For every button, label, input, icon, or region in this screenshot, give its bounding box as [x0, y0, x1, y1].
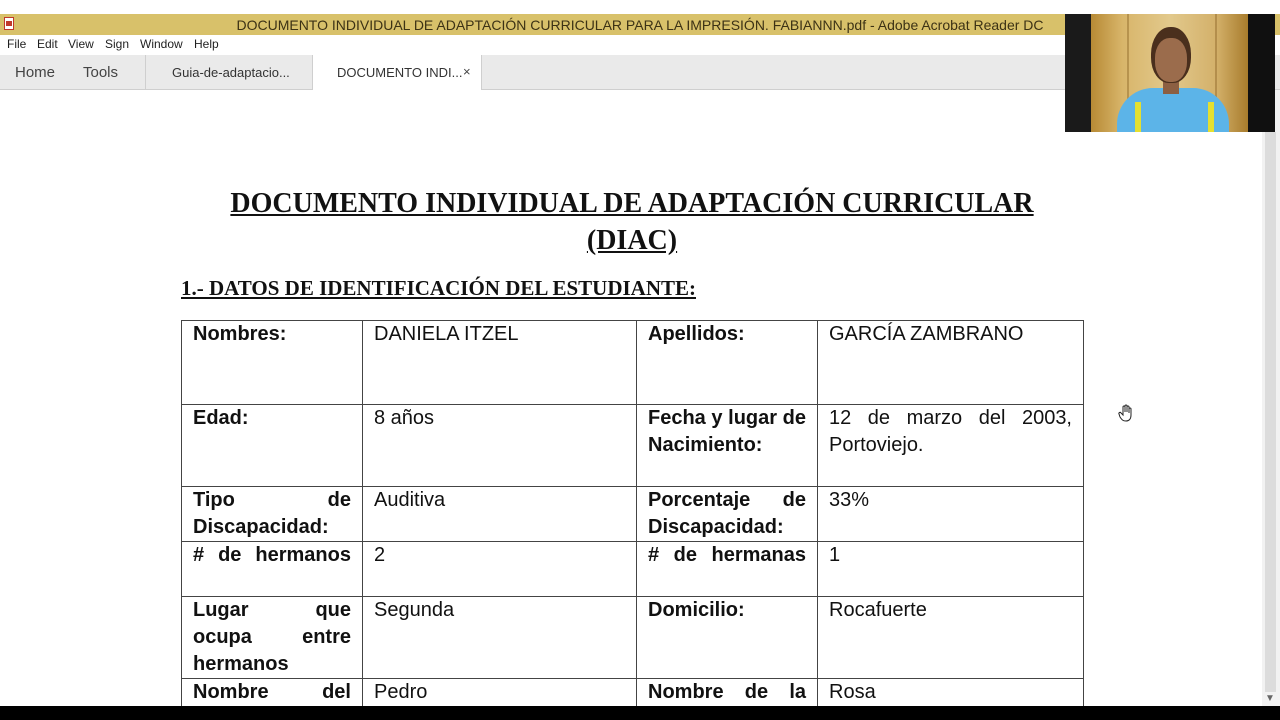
table-value-cell: Auditiva — [363, 487, 637, 542]
webcam-shirt-stripe — [1208, 102, 1214, 132]
scroll-down-arrow-icon[interactable]: ▼ — [1265, 693, 1275, 704]
document-title-line2: (DIAC) — [586, 225, 678, 256]
table-value-cell: GARCÍA ZAMBRANO — [818, 321, 1084, 405]
tab-label: Guia-de-adaptacio... — [172, 65, 290, 80]
webcam-overlay — [1065, 14, 1275, 132]
table-label-cell: # de hermanos — [182, 542, 363, 597]
document-title-line1: DOCUMENTO INDIVIDUAL DE ADAPTACIÓN CURRICULAR — [230, 188, 1034, 219]
table-row — [182, 542, 1084, 597]
table-label-cell: Domicilio: — [637, 597, 818, 679]
document-viewport[interactable] — [0, 90, 1262, 706]
window-title: DOCUMENTO INDIVIDUAL DE ADAPTACIÓN CURRICULAR PARA LA IMPRESIÓN. FABIANNN.pdf - Adobe Acrobat Reader DC — [236, 17, 1044, 33]
webcam-shirt-stripe — [1135, 102, 1141, 132]
menu-window[interactable]: Window — [140, 37, 183, 51]
table-label-cell: Nombre del — [182, 679, 363, 707]
student-data-table — [181, 320, 1084, 706]
close-tab-icon[interactable]: × — [463, 64, 471, 79]
menu-help[interactable]: Help — [194, 37, 219, 51]
section-title: 1.- DATOS DE IDENTIFICACIÓN DEL ESTUDIANTE: — [181, 276, 696, 300]
table-label-cell: Nombres: — [182, 321, 363, 405]
table-value-cell: 33% — [818, 487, 1084, 542]
table-label-cell: Fecha y lugar de Nacimiento: — [637, 405, 818, 487]
table-value-cell: 2 — [363, 542, 637, 597]
table-value-cell: Rocafuerte — [818, 597, 1084, 679]
bottom-edge — [0, 706, 1280, 720]
tab-home[interactable]: Home — [15, 64, 56, 81]
document-title — [170, 185, 1094, 259]
table-label-cell: Nombre de la — [637, 679, 818, 707]
table-row — [182, 321, 1084, 405]
menu-sign[interactable]: Sign — [105, 37, 130, 51]
scrollbar-thumb[interactable] — [1265, 132, 1276, 692]
table-value-cell: 8 años — [363, 405, 637, 487]
menu-file[interactable]: File — [7, 37, 27, 51]
table-value-cell: Pedro — [363, 679, 637, 707]
table-label-cell: Edad: — [182, 405, 363, 487]
webcam-frame-edge — [1248, 14, 1275, 132]
table-label-cell: Porcentaje de Discapacidad: — [637, 487, 818, 542]
table-row — [182, 597, 1084, 679]
table-label-cell: Lugar que ocupa entre hermanos — [182, 597, 363, 679]
tab-guia-document[interactable] — [145, 55, 312, 89]
table-label-cell: Tipo de Discapacidad: — [182, 487, 363, 542]
table-row — [182, 405, 1084, 487]
table-value-cell: 12 de marzo del 2003, Portoviejo. — [818, 405, 1084, 487]
hand-cursor-icon — [1118, 404, 1134, 427]
tab-tools[interactable]: Tools — [83, 64, 119, 81]
tab-label: DOCUMENTO INDI... — [337, 65, 463, 80]
menu-view[interactable]: View — [68, 37, 94, 51]
vertical-scrollbar[interactable] — [1262, 90, 1280, 706]
menu-edit[interactable]: Edit — [37, 37, 58, 51]
table-row — [182, 487, 1084, 542]
table-value-cell: DANIELA ITZEL — [363, 321, 637, 405]
table-value-cell: Rosa — [818, 679, 1084, 707]
webcam-person-face — [1155, 38, 1187, 82]
table-value-cell: Segunda — [363, 597, 637, 679]
table-row — [182, 679, 1084, 707]
table-label-cell: Apellidos: — [637, 321, 818, 405]
tab-documento-active[interactable] — [312, 55, 482, 90]
table-value-cell: 1 — [818, 542, 1084, 597]
table-label-cell: # de hermanas — [637, 542, 818, 597]
